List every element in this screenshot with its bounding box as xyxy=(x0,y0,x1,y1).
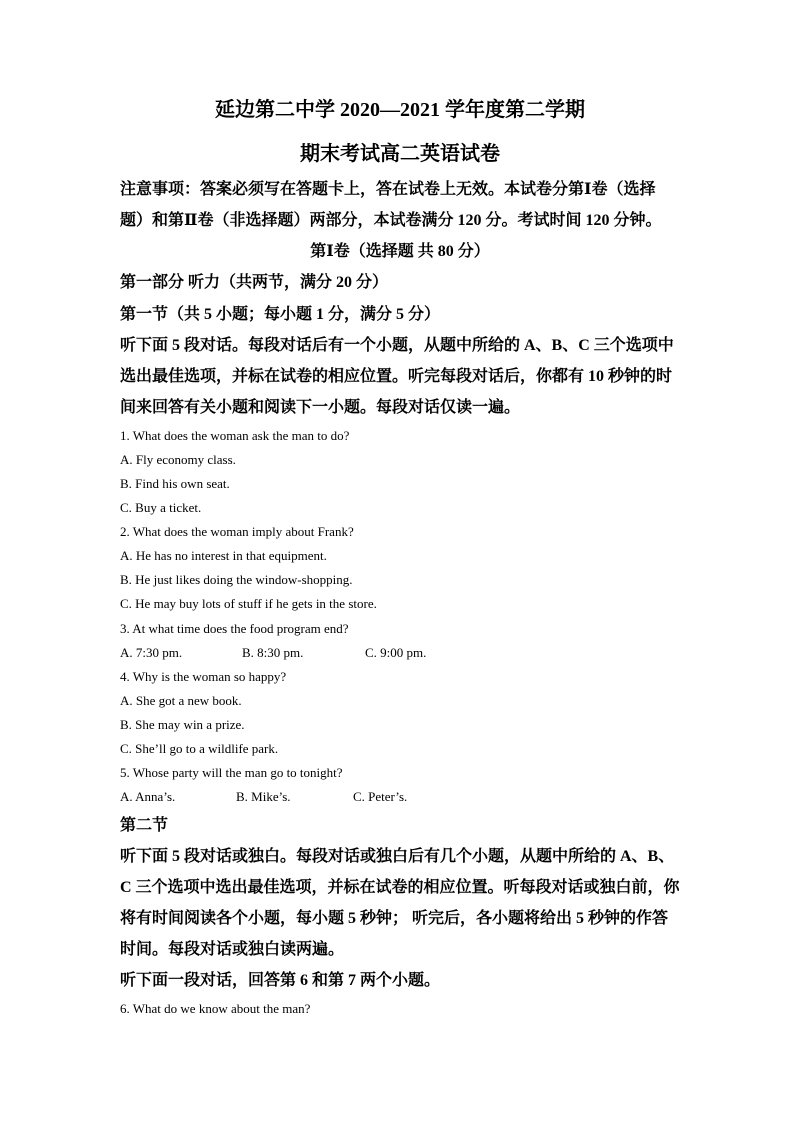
question-3-stem: 3. At what time does the food program end? xyxy=(120,621,349,636)
question-1-option-c: C. Buy a ticket. xyxy=(120,500,202,515)
section2-instruction-line2: C 三个选项中选出最佳选项，并标在试卷的相应位置。听每段对话或独白前，你 xyxy=(120,879,680,896)
question-5-option-a: A. Anna’s. xyxy=(120,789,176,804)
question-4-stem: 4. Why is the woman so happy? xyxy=(120,669,287,684)
question-2-option-b: B. He just likes doing the window-shopping. xyxy=(120,572,353,587)
notice-line2: 题）和第Ⅱ卷（非选择题）两部分，本试卷满分 120 分。考试时间 120 分钟。 xyxy=(120,212,662,229)
section2-title: 第二节 xyxy=(120,817,169,834)
question-2-option-a: A. He has no interest in that equipment. xyxy=(120,548,327,563)
section1-title: 第一节（共 5 小题；每小题 1 分，满分 5 分） xyxy=(120,306,441,323)
section1-instruction-line1: 听下面 5 段对话。每段对话后有一个小题，从题中所给的 A、B、C 三个选项中 xyxy=(120,337,674,354)
section1-instruction-line2: 选出最佳选项，并标在试卷的相应位置。听完每段对话后，你都有 10 秒钟的时 xyxy=(120,368,673,385)
exam-title-line2: 期末考试高二英语试卷 xyxy=(300,143,500,165)
section2-instruction-line3: 将有时间阅读各个小题，每小题 5 秒钟； 听完后，各小题将给出 5 秒钟的作答 xyxy=(120,910,669,927)
question-4-option-b: B. She may win a prize. xyxy=(120,717,245,732)
question-1-option-b: B. Find his own seat. xyxy=(120,476,230,491)
question-3-option-a: A. 7:30 pm. xyxy=(120,645,183,660)
volume1-title: 第Ⅰ卷（选择题 共 80 分） xyxy=(310,243,490,260)
question-3-option-c: C. 9:00 pm. xyxy=(365,645,427,660)
question-6-stem: 6. What do we know about the man? xyxy=(120,1001,311,1016)
section2-instruction-line1: 听下面 5 段对话或独白。每段对话或独白后有几个小题，从题中所给的 A、B、 xyxy=(120,848,675,865)
question-5-option-c: C. Peter’s. xyxy=(353,789,408,804)
exam-title-line1: 延边第二中学 2020—2021 学年度第二学期 xyxy=(215,99,585,121)
question-4-option-c: C. She’ll go to a wildlife park. xyxy=(120,741,279,756)
question-2-stem: 2. What does the woman imply about Frank? xyxy=(120,524,354,539)
question-5-stem: 5. Whose party will the man go to tonight? xyxy=(120,765,343,780)
question-2-option-c: C. He may buy lots of stuff if he gets in the store. xyxy=(120,596,377,611)
section1-instruction-line3: 间来回答有关小题和阅读下一小题。每段对话仅读一遍。 xyxy=(120,399,521,416)
question-5-option-b: B. Mike’s. xyxy=(236,789,291,804)
section2-instruction-line4: 时间。每段对话或独白读两遍。 xyxy=(120,941,345,958)
notice-line1: 注意事项：答案必须写在答题卡上，答在试卷上无效。本试卷分第Ⅰ卷（选择 xyxy=(120,181,656,198)
part1-title: 第一部分 听力（共两节，满分 20 分） xyxy=(120,274,389,291)
question-4-option-a: A. She got a new book. xyxy=(120,693,242,708)
question-1-option-a: A. Fly economy class. xyxy=(120,452,236,467)
dialogue-intro: 听下面一段对话，回答第 6 和第 7 两个小题。 xyxy=(120,972,441,989)
question-3-option-b: B. 8:30 pm. xyxy=(242,645,304,660)
question-1-stem: 1. What does the woman ask the man to do? xyxy=(120,428,350,443)
